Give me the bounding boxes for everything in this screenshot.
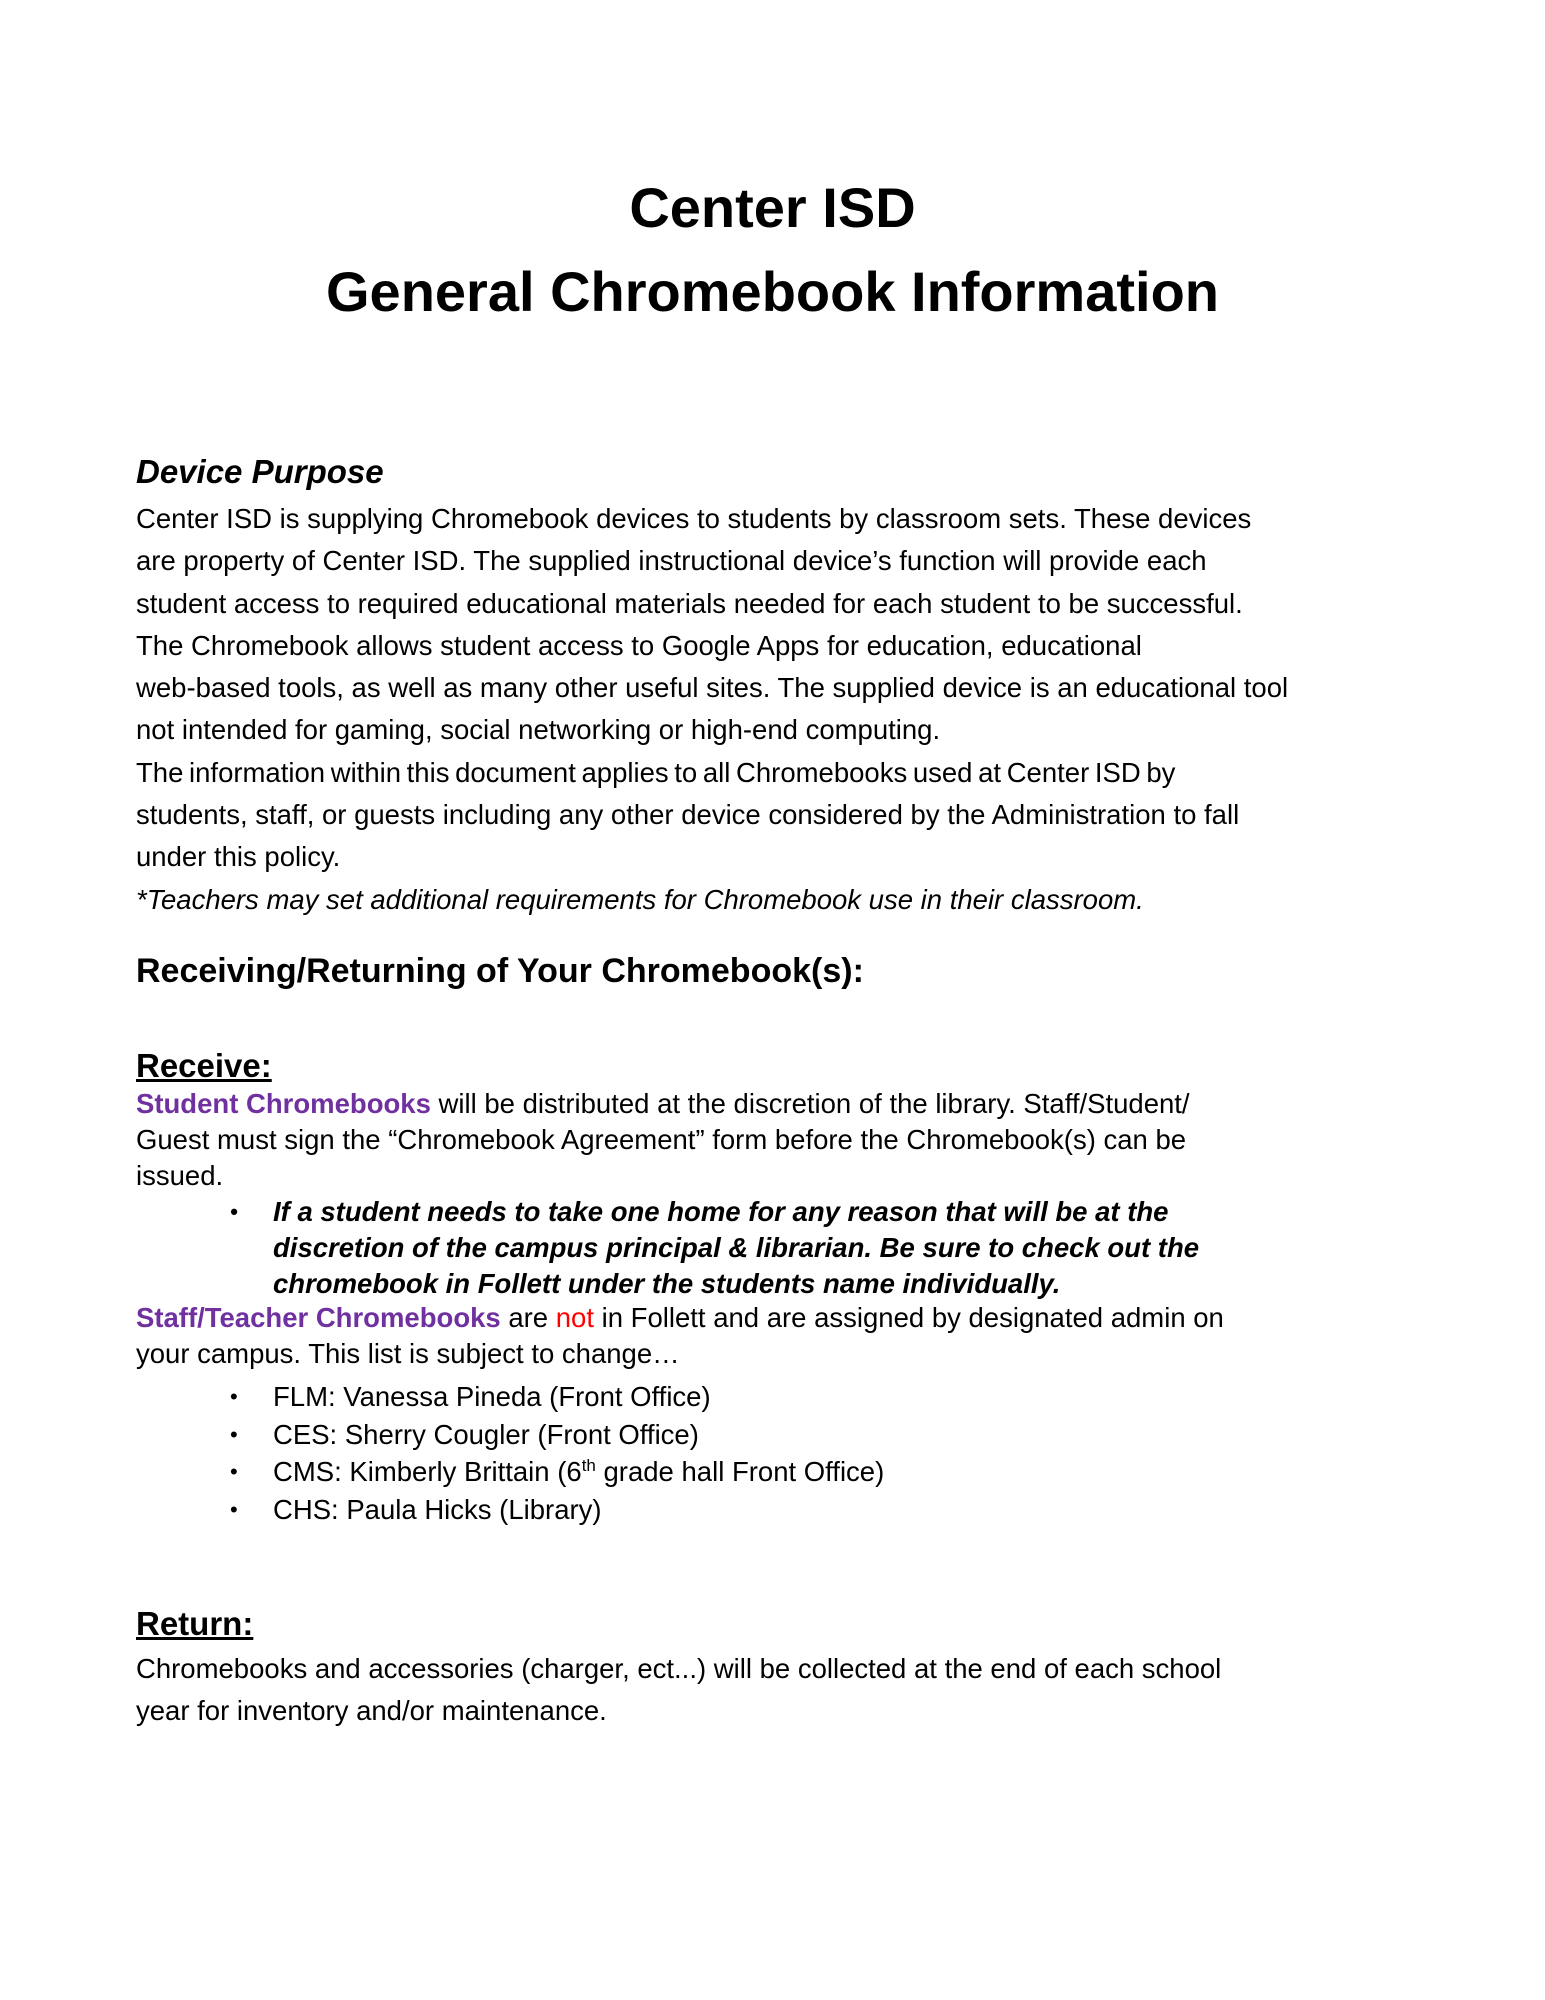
- ordinal-suffix: th: [581, 1455, 596, 1475]
- bullet-icon: •: [230, 1199, 238, 1224]
- bullet-icon: •: [230, 1496, 238, 1522]
- document-title-org: Center ISD: [629, 176, 916, 239]
- staff-teacher-chromebooks-label: Staff/Teacher Chromebooks: [136, 1302, 501, 1333]
- purpose-line: The Chromebook allows student access to Google Apps for education, educational: [136, 629, 1142, 661]
- bullet-icon: •: [230, 1459, 238, 1484]
- teacher-note: *Teachers may set additional requirements for Chromebook use in their classroom.: [136, 883, 1144, 915]
- campus-contact-text: FLM: Vanessa Pineda (Front Office): [273, 1381, 711, 1412]
- staff-are: are: [500, 1302, 556, 1333]
- campus-contact-text: CES: Sherry Cougler (Front Office): [273, 1418, 699, 1450]
- bullet-line: If a student needs to take one home for any reason that will be at the: [273, 1196, 1169, 1227]
- purpose-line: students, staff, or guests including any other device considered by the Administration to fall: [136, 799, 1240, 831]
- campus-contact-item: [136, 1491, 1436, 1529]
- purpose-line: Center ISD is supplying Chromebook devices to students by classroom sets. These devices: [136, 503, 1252, 534]
- receive-line: issued.: [136, 1160, 224, 1191]
- return-line: year for inventory and/or maintenance.: [136, 1695, 607, 1727]
- receive-body: [136, 1086, 1436, 1194]
- purpose-line: are property of Center ISD. The supplied instructional device’s function will provide each: [136, 545, 1207, 577]
- receiving-returning-heading: Receiving/Returning of Your Chromebook(s):: [136, 952, 864, 990]
- bullet-line: discretion of the campus principal & librarian. Be sure to check out the: [273, 1232, 1200, 1263]
- campus-contact-item: [136, 1378, 1436, 1416]
- campus-contact-item: [136, 1416, 1436, 1454]
- bullet-icon: •: [230, 1384, 238, 1409]
- receive-line: [136, 1086, 1436, 1122]
- receive-heading: Receive:: [136, 1047, 272, 1084]
- student-chromebooks-label: Student Chromebooks: [136, 1088, 431, 1119]
- take-home-bullet-list: [136, 1194, 1436, 1302]
- bullet-line: chromebook in Follett under the students name individually.: [273, 1268, 1061, 1299]
- receive-line: Guest must sign the “Chromebook Agreement” form before the Chromebook(s) can be: [136, 1124, 1187, 1155]
- purpose-line: The information within this document applies to all Chromebooks used at Center ISD by: [136, 756, 1176, 788]
- device-purpose-body: [136, 498, 1436, 921]
- return-heading: Return:: [136, 1605, 254, 1642]
- return-line: Chromebooks and accessories (charger, ect...) will be collected at the end of each school: [136, 1653, 1222, 1684]
- purpose-line: student access to required educational materials needed for each student to be successful.: [136, 587, 1243, 619]
- campus-contact-text: CMS: Kimberly Brittain (6: [273, 1456, 582, 1487]
- staff-body: [136, 1300, 1436, 1372]
- purpose-line: web-based tools, as well as many other useful sites. The supplied device is an educational tool: [136, 672, 1289, 704]
- receive-line-text: will be distributed at the discretion of the library. Staff/Student/: [430, 1088, 1190, 1119]
- campus-contact-text: grade hall Front Office): [595, 1456, 885, 1487]
- campus-contact-list: [136, 1378, 1436, 1528]
- document-title: General Chromebook Information: [326, 260, 1219, 323]
- campus-contact-item: [136, 1453, 1436, 1491]
- purpose-line: not intended for gaming, social networking or high-end computing.: [136, 714, 941, 746]
- take-home-bullet: [136, 1194, 1436, 1302]
- not-emphasis: not: [555, 1302, 594, 1333]
- device-purpose-heading: Device Purpose: [136, 453, 384, 490]
- campus-contact-text: CHS: Paula Hicks (Library): [273, 1493, 602, 1525]
- return-body: [136, 1648, 1436, 1733]
- purpose-line: under this policy.: [136, 841, 341, 873]
- bullet-icon: •: [230, 1421, 238, 1447]
- staff-line-text: in Follett and are assigned by designated admin on: [593, 1302, 1224, 1333]
- staff-line: [136, 1300, 1436, 1336]
- staff-line: your campus. This list is subject to change…: [136, 1338, 680, 1369]
